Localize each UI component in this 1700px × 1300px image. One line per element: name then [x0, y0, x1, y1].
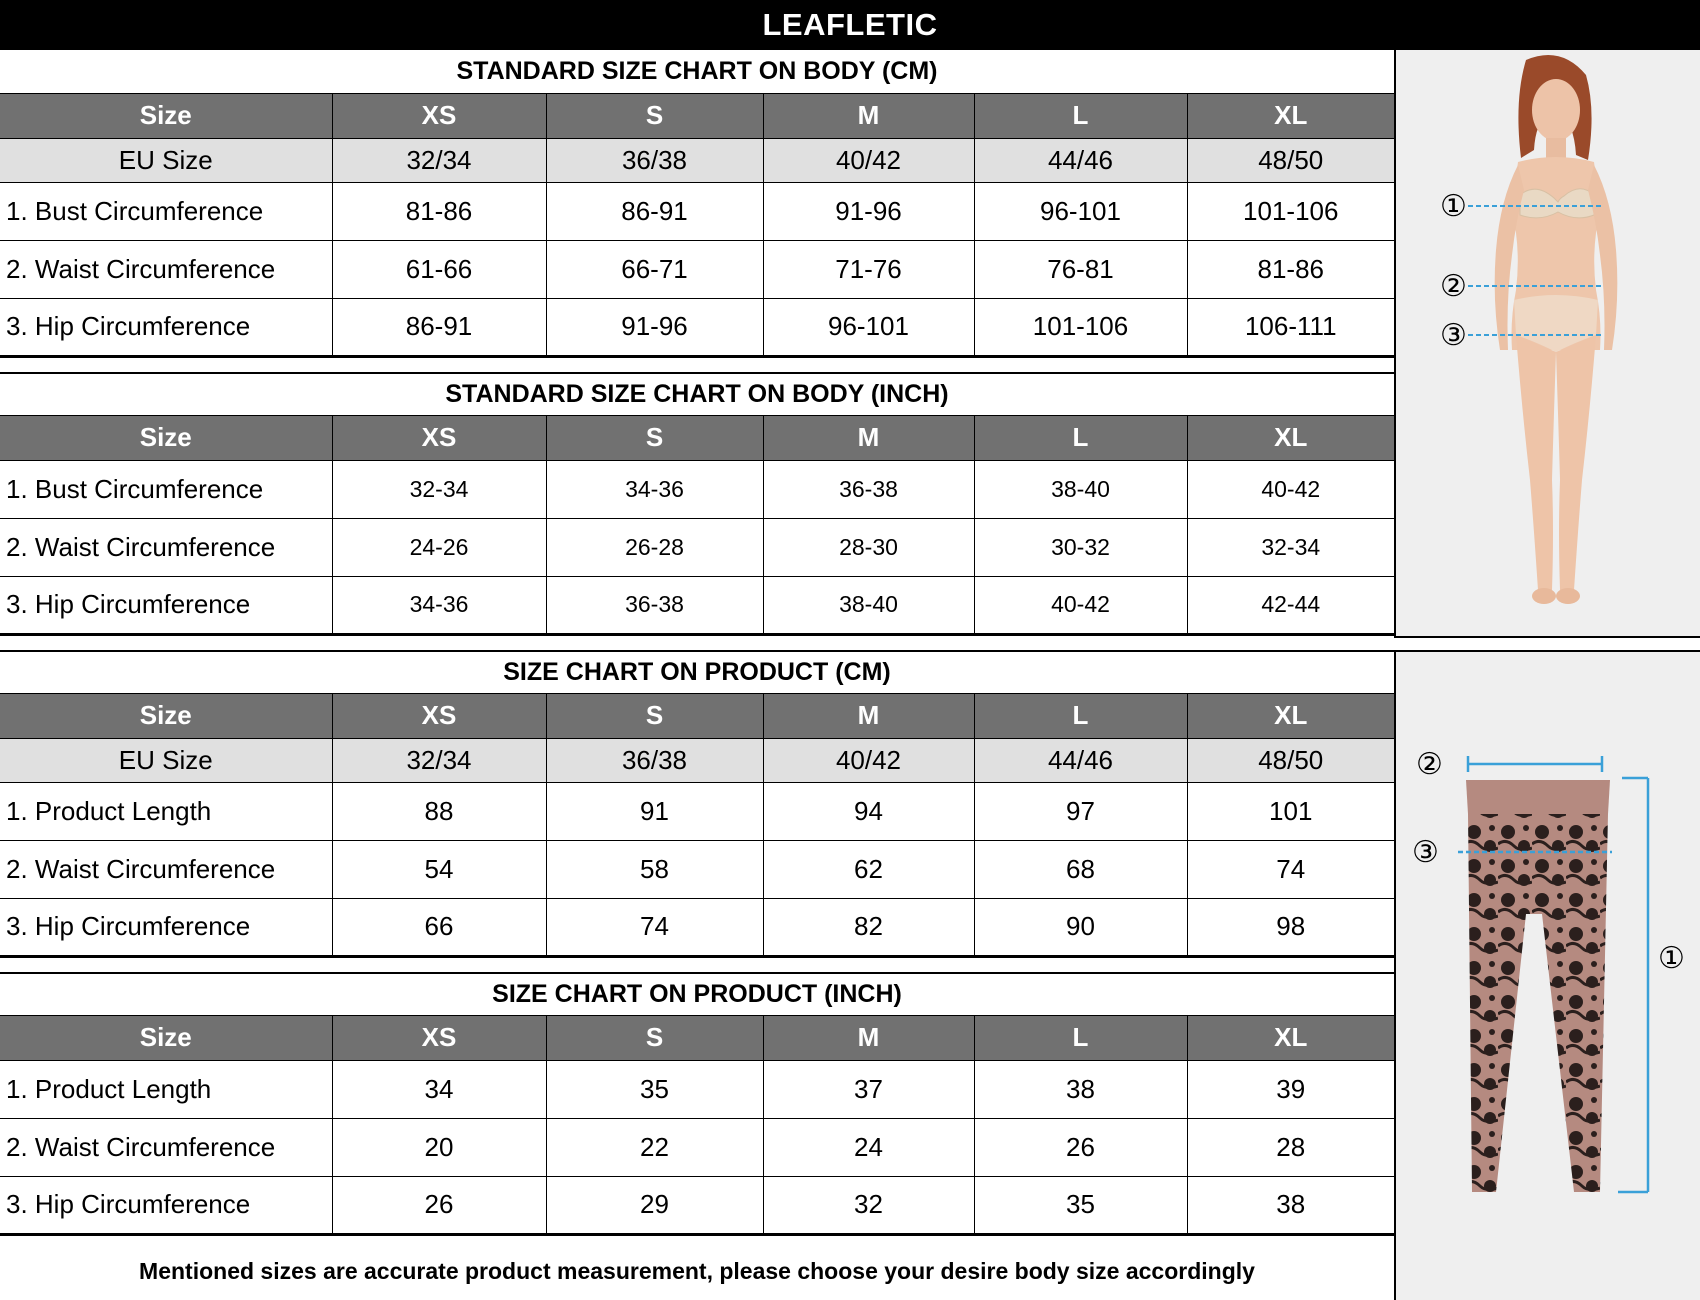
eu-cell: 36/38 — [546, 738, 763, 782]
value-cell: 101-106 — [1187, 182, 1394, 240]
value-cell: 38-40 — [763, 576, 974, 634]
row-label: 3. Hip Circumference — [0, 576, 332, 634]
body-figure-panel — [1394, 50, 1700, 638]
row-label: 1. Product Length — [0, 782, 332, 840]
value-cell: 97 — [974, 782, 1187, 840]
size-table — [0, 416, 1394, 636]
value-cell: 24-26 — [332, 518, 546, 576]
product-inch-chart — [0, 972, 1394, 1236]
value-cell: 38 — [974, 1060, 1187, 1118]
value-cell: 58 — [546, 840, 763, 898]
eu-cell: EU Size — [0, 738, 332, 782]
eu-cell: 48/50 — [1187, 138, 1394, 182]
header-cell: M — [763, 1016, 974, 1060]
value-cell: 39 — [1187, 1060, 1394, 1118]
header-cell: M — [763, 694, 974, 738]
value-cell: 26 — [974, 1118, 1187, 1176]
table-row — [0, 1060, 1394, 1118]
row-label: 2. Waist Circumference — [0, 840, 332, 898]
table-row — [0, 840, 1394, 898]
row-label: 3. Hip Circumference — [0, 898, 332, 956]
value-cell: 20 — [332, 1118, 546, 1176]
value-cell: 96-101 — [763, 298, 974, 356]
table-row — [0, 898, 1394, 956]
row-label: 2. Waist Circumference — [0, 518, 332, 576]
table-row — [0, 576, 1394, 634]
eu-cell: 44/46 — [974, 138, 1187, 182]
header-cell: L — [974, 94, 1187, 138]
value-cell: 88 — [332, 782, 546, 840]
value-cell: 24 — [763, 1118, 974, 1176]
row-label: 2. Waist Circumference — [0, 240, 332, 298]
value-cell: 86-91 — [546, 182, 763, 240]
value-cell: 32-34 — [1187, 518, 1394, 576]
header-cell: L — [974, 694, 1187, 738]
header-cell: Size — [0, 1016, 332, 1060]
row-label: 2. Waist Circumference — [0, 1118, 332, 1176]
body-figure-illustration — [1396, 50, 1700, 636]
header-cell: Size — [0, 694, 332, 738]
body-cm-chart — [0, 50, 1394, 358]
header-row — [0, 694, 1394, 738]
value-cell: 68 — [974, 840, 1187, 898]
value-cell: 66 — [332, 898, 546, 956]
value-cell: 81-86 — [1187, 240, 1394, 298]
row-label: 1. Bust Circumference — [0, 460, 332, 518]
eu-cell: EU Size — [0, 138, 332, 182]
eu-cell: 40/42 — [763, 138, 974, 182]
legging-illustration — [1396, 652, 1700, 1300]
header-cell: L — [974, 416, 1187, 460]
value-cell: 30-32 — [974, 518, 1187, 576]
value-cell: 91-96 — [763, 182, 974, 240]
header-cell: XS — [332, 416, 546, 460]
value-cell: 38 — [1187, 1176, 1394, 1234]
marker-1: ① — [1658, 941, 1685, 976]
row-label: 3. Hip Circumference — [0, 298, 332, 356]
value-cell: 74 — [546, 898, 763, 956]
value-cell: 66-71 — [546, 240, 763, 298]
section-title: SIZE CHART ON PRODUCT (CM) — [0, 650, 1394, 694]
header-row — [0, 94, 1394, 138]
header-cell: L — [974, 1016, 1187, 1060]
eu-cell: 44/46 — [974, 738, 1187, 782]
product-cm-chart — [0, 650, 1394, 958]
header-cell: XL — [1187, 416, 1394, 460]
value-cell: 36-38 — [763, 460, 974, 518]
section-title: STANDARD SIZE CHART ON BODY (CM) — [0, 50, 1394, 94]
value-cell: 34-36 — [546, 460, 763, 518]
header-cell: S — [546, 94, 763, 138]
section-title: SIZE CHART ON PRODUCT (INCH) — [0, 972, 1394, 1016]
value-cell: 96-101 — [974, 182, 1187, 240]
value-cell: 34-36 — [332, 576, 546, 634]
value-cell: 40-42 — [974, 576, 1187, 634]
value-cell: 54 — [332, 840, 546, 898]
value-cell: 94 — [763, 782, 974, 840]
value-cell: 35 — [974, 1176, 1187, 1234]
value-cell: 26-28 — [546, 518, 763, 576]
marker-3: ③ — [1440, 318, 1467, 353]
value-cell: 22 — [546, 1118, 763, 1176]
value-cell: 71-76 — [763, 240, 974, 298]
value-cell: 81-86 — [332, 182, 546, 240]
header-cell: M — [763, 416, 974, 460]
marker-1: ① — [1440, 189, 1467, 224]
brand-title: LEAFLETIC — [0, 0, 1700, 50]
header-cell: XL — [1187, 94, 1394, 138]
value-cell: 62 — [763, 840, 974, 898]
body-inch-chart — [0, 372, 1394, 636]
section-title: STANDARD SIZE CHART ON BODY (INCH) — [0, 372, 1394, 416]
value-cell: 101 — [1187, 782, 1394, 840]
eu-cell: 48/50 — [1187, 738, 1394, 782]
value-cell: 37 — [763, 1060, 974, 1118]
value-cell: 74 — [1187, 840, 1394, 898]
value-cell: 32-34 — [332, 460, 546, 518]
table-row — [0, 782, 1394, 840]
row-label: 3. Hip Circumference — [0, 1176, 332, 1234]
row-label: 1. Bust Circumference — [0, 182, 332, 240]
value-cell: 26 — [332, 1176, 546, 1234]
value-cell: 34 — [332, 1060, 546, 1118]
marker-2: ② — [1416, 747, 1443, 782]
value-cell: 91 — [546, 782, 763, 840]
value-cell: 98 — [1187, 898, 1394, 956]
value-cell: 101-106 — [974, 298, 1187, 356]
eu-cell: 32/34 — [332, 738, 546, 782]
size-table — [0, 1016, 1394, 1236]
eu-cell: 40/42 — [763, 738, 974, 782]
value-cell: 40-42 — [1187, 460, 1394, 518]
header-cell: XS — [332, 94, 546, 138]
eu-cell: 36/38 — [546, 138, 763, 182]
header-cell: XS — [332, 1016, 546, 1060]
header-cell: XS — [332, 694, 546, 738]
value-cell: 32 — [763, 1176, 974, 1234]
header-cell: XL — [1187, 694, 1394, 738]
eu-size-row — [0, 138, 1394, 182]
eu-cell: 32/34 — [332, 138, 546, 182]
value-cell: 61-66 — [332, 240, 546, 298]
table-row — [0, 240, 1394, 298]
value-cell: 86-91 — [332, 298, 546, 356]
header-cell: Size — [0, 416, 332, 460]
value-cell: 42-44 — [1187, 576, 1394, 634]
marker-2: ② — [1440, 269, 1467, 304]
table-row — [0, 1176, 1394, 1234]
value-cell: 90 — [974, 898, 1187, 956]
table-row — [0, 182, 1394, 240]
footer-note: Mentioned sizes are accurate product measurement, please choose your desire body size accordingly — [139, 1258, 1255, 1284]
value-cell: 38-40 — [974, 460, 1187, 518]
table-row — [0, 298, 1394, 356]
value-cell: 36-38 — [546, 576, 763, 634]
header-cell: S — [546, 694, 763, 738]
header-cell: XL — [1187, 1016, 1394, 1060]
value-cell: 106-111 — [1187, 298, 1394, 356]
header-cell: S — [546, 416, 763, 460]
header-row — [0, 416, 1394, 460]
eu-size-row — [0, 738, 1394, 782]
table-row — [0, 518, 1394, 576]
header-cell: Size — [0, 94, 332, 138]
marker-3: ③ — [1412, 835, 1439, 870]
size-table — [0, 694, 1394, 958]
size-table — [0, 94, 1394, 358]
row-label: 1. Product Length — [0, 1060, 332, 1118]
header-cell: S — [546, 1016, 763, 1060]
value-cell: 29 — [546, 1176, 763, 1234]
table-row — [0, 1118, 1394, 1176]
value-cell: 82 — [763, 898, 974, 956]
value-cell: 76-81 — [974, 240, 1187, 298]
value-cell: 28-30 — [763, 518, 974, 576]
table-row — [0, 460, 1394, 518]
value-cell: 91-96 — [546, 298, 763, 356]
value-cell: 28 — [1187, 1118, 1394, 1176]
header-row — [0, 1016, 1394, 1060]
product-figure-panel — [1394, 650, 1700, 1300]
header-cell: M — [763, 94, 974, 138]
value-cell: 35 — [546, 1060, 763, 1118]
